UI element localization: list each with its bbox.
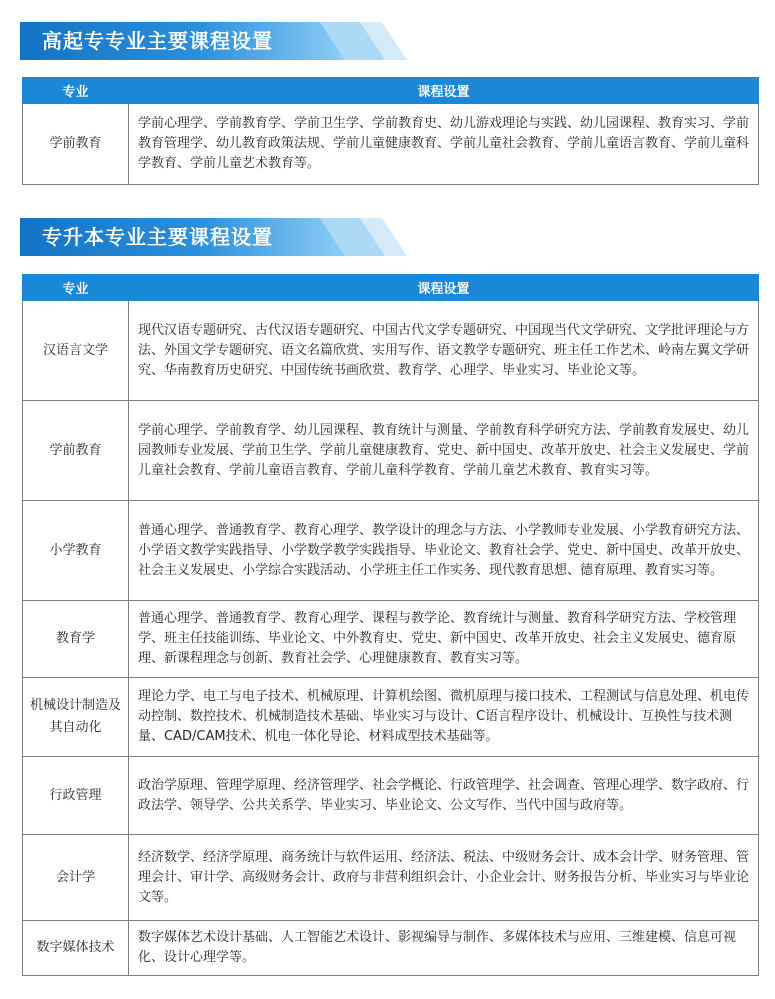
course-table-zhuanshengben xyxy=(22,274,759,976)
major-name: 学前教育 xyxy=(23,401,129,501)
course-list: 数字媒体艺术设计基础、人工智能艺术设计、影视编导与制作、多媒体技术与应用、三维建模、信息可视化、设计心理学等。 xyxy=(129,921,759,976)
course-table-gaoqizhuan xyxy=(22,77,759,185)
course-list: 学前心理学、学前教育学、幼儿园课程、教育统计与测量、学前教育科学研究方法、学前教育发展史、幼儿园教师专业发展、学前卫生学、学前儿童健康教育、党史、新中国史、改革开放史、社会主义发展史、学前儿童社会教育、学前儿童语言教育、学前儿童科学教育、学前儿童艺术教育、教育实习等。 xyxy=(129,401,759,501)
table-row xyxy=(23,501,759,601)
course-list: 普通心理学、普通教育学、教育心理学、教学设计的理念与方法、小学教师专业发展、小学教育研究方法、小学语文教学实践指导、小学数学教学实践指导、毕业论文、教育社会学、党史、新中国史、改革开放史、社会主义发展史、小学综合实践活动、小学班主任工作实务、现代教育思想、德育原理、教育实习等。 xyxy=(129,501,759,601)
table-row xyxy=(23,678,759,757)
course-list: 学前心理学、学前教育学、学前卫生学、学前教育史、幼儿游戏理论与实践、幼儿园课程、教育实习、学前教育管理学、幼儿教育政策法规、学前儿童健康教育、学前儿童社会教育、学前儿童语言教育、学前儿童科学教育、学前儿童艺术教育等。 xyxy=(129,104,759,185)
major-name: 会计学 xyxy=(23,835,129,921)
major-name: 学前教育 xyxy=(23,104,129,185)
header-courses: 课程设置 xyxy=(129,275,759,301)
course-list: 理论力学、电工与电子技术、机械原理、计算机绘图、微机原理与接口技术、工程测试与信息处理、机电传动控制、数控技术、机械制造技术基础、毕业实习与设计、C语言程序设计、机械设计、互换性与技术测量、CAD/CAM技术、机电一体化导论、材料成型技术基础等。 xyxy=(129,678,759,757)
section-title: 高起专专业主要课程设置 xyxy=(42,29,273,53)
table-header-row xyxy=(23,275,759,301)
major-name: 行政管理 xyxy=(23,757,129,835)
major-name: 汉语言文学 xyxy=(23,301,129,401)
table-header-row xyxy=(23,78,759,104)
table-row xyxy=(23,835,759,921)
course-list: 政治学原理、管理学原理、经济管理学、社会学概论、行政管理学、社会调查、管理心理学、数字政府、行政法学、领导学、公共关系学、毕业实习、毕业论文、公文写作、当代中国与政府等。 xyxy=(129,757,759,835)
table-row xyxy=(23,301,759,401)
course-list: 普通心理学、普通教育学、教育心理学、课程与教学论、教育统计与测量、教育科学研究方法、学校管理学、班主任技能训练、毕业论文、中外教育史、党史、新中国史、改革开放史、社会主义发展史、德育原理、新课程理念与创新、教育社会学、心理健康教育、教育实习等。 xyxy=(129,601,759,678)
header-major: 专业 xyxy=(23,78,129,104)
header-courses: 课程设置 xyxy=(129,78,759,104)
table-row xyxy=(23,601,759,678)
section-banner-zhuanshengben xyxy=(20,218,420,256)
table-row xyxy=(23,401,759,501)
table-row xyxy=(23,757,759,835)
major-name: 小学教育 xyxy=(23,501,129,601)
header-major: 专业 xyxy=(23,275,129,301)
table-row xyxy=(23,104,759,185)
section-banner-gaoqizhuan xyxy=(20,22,420,60)
table-row xyxy=(23,921,759,976)
course-list: 经济数学、经济学原理、商务统计与软件运用、经济法、税法、中级财务会计、成本会计学、财务管理、管理会计、审计学、高级财务会计、政府与非营利组织会计、小企业会计、财务报告分析、毕业实习与毕业论文等。 xyxy=(129,835,759,921)
major-name: 数字媒体技术 xyxy=(23,921,129,976)
course-list: 现代汉语专题研究、古代汉语专题研究、中国古代文学专题研究、中国现当代文学研究、文学批评理论与方法、外国文学专题研究、语文名篇欣赏、实用写作、语文教学专题研究、班主任工作艺术、岭南左翼文学研究、华南教育历史研究、中国传统书画欣赏、教育学、心理学、毕业实习、毕业论文等。 xyxy=(129,301,759,401)
major-name: 机械设计制造及其自动化 xyxy=(23,678,129,757)
major-name: 教育学 xyxy=(23,601,129,678)
section-title: 专升本专业主要课程设置 xyxy=(42,225,273,249)
